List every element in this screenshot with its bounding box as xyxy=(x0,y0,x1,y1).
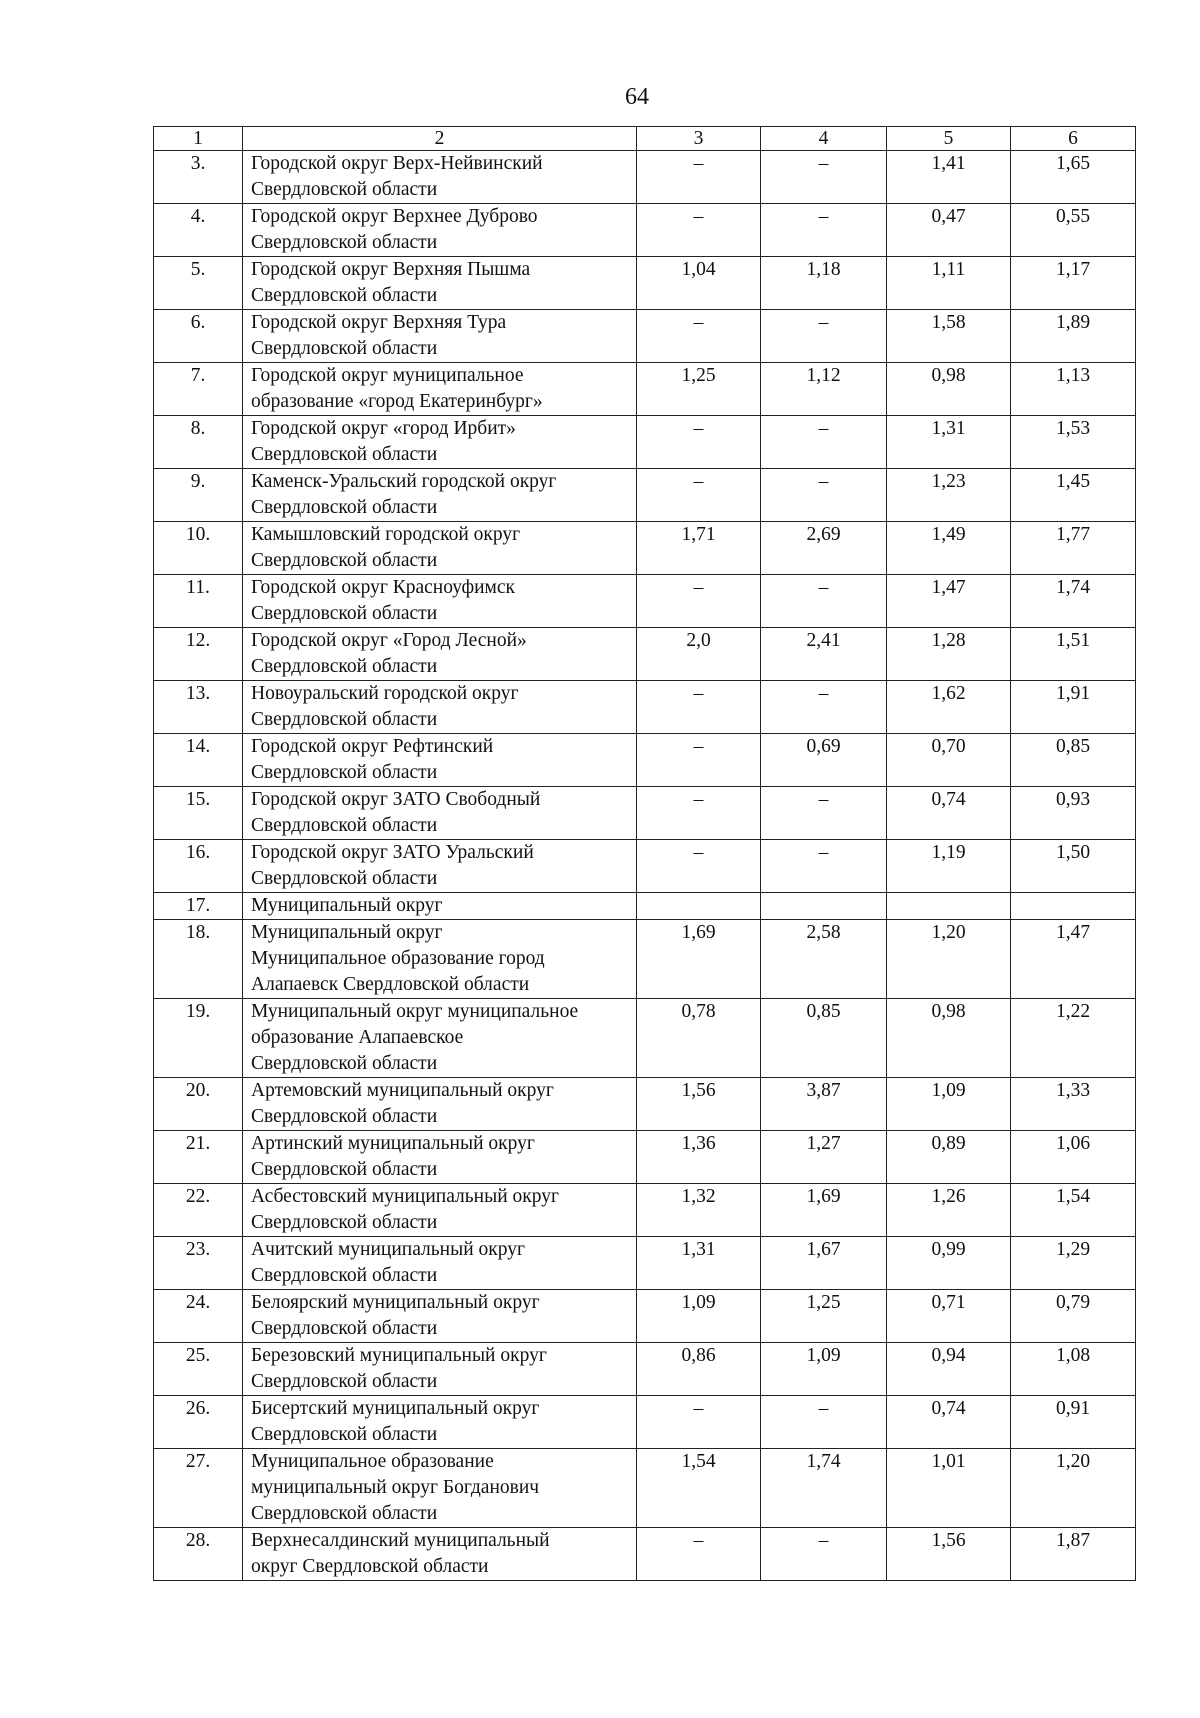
value-col-5: 1,09 xyxy=(887,1078,1011,1131)
value-col-3: 1,31 xyxy=(637,1237,761,1290)
value-col-3: – xyxy=(637,734,761,787)
value-col-6: 0,55 xyxy=(1011,204,1136,257)
row-number: 20. xyxy=(154,1078,243,1131)
value-col-5: 0,47 xyxy=(887,204,1011,257)
value-col-4: – xyxy=(761,575,887,628)
municipality-name: Муниципальный округ Муниципальное образование город Алапаевск Свердловской области xyxy=(243,920,637,999)
value-col-5: 0,70 xyxy=(887,734,1011,787)
municipality-name: Городской округ Красноуфимск Свердловской области xyxy=(243,575,637,628)
header-cell: 4 xyxy=(761,127,887,151)
municipality-name: Городской округ ЗАТО Уральский Свердловской области xyxy=(243,840,637,893)
value-col-6: 1,74 xyxy=(1011,575,1136,628)
value-col-6: 1,87 xyxy=(1011,1528,1136,1581)
value-col-6: 1,91 xyxy=(1011,681,1136,734)
row-number: 28. xyxy=(154,1528,243,1581)
table-row xyxy=(154,416,1136,469)
value-col-4: 0,85 xyxy=(761,999,887,1078)
municipality-name: Артемовский муниципальный округ Свердловской области xyxy=(243,1078,637,1131)
header-row xyxy=(154,127,1136,151)
value-col-5: 1,62 xyxy=(887,681,1011,734)
value-col-4: 1,74 xyxy=(761,1449,887,1528)
municipality-name: Муниципальный округ муниципальное образование Алапаевское Свердловской области xyxy=(243,999,637,1078)
value-col-6: 0,91 xyxy=(1011,1396,1136,1449)
table-row xyxy=(154,787,1136,840)
table-row xyxy=(154,1290,1136,1343)
table-row xyxy=(154,310,1136,363)
table-row xyxy=(154,999,1136,1078)
value-col-6: 1,33 xyxy=(1011,1078,1136,1131)
row-number: 21. xyxy=(154,1131,243,1184)
value-col-5: 1,58 xyxy=(887,310,1011,363)
value-col-6: 0,85 xyxy=(1011,734,1136,787)
value-col-4: – xyxy=(761,787,887,840)
value-col-4: 0,69 xyxy=(761,734,887,787)
value-col-6: 0,79 xyxy=(1011,1290,1136,1343)
header-cell: 1 xyxy=(154,127,243,151)
row-number: 5. xyxy=(154,257,243,310)
value-col-3: – xyxy=(637,416,761,469)
table-row xyxy=(154,1396,1136,1449)
page-number: 64 xyxy=(625,84,649,110)
municipality-name: Верхнесалдинский муниципальный округ Свердловской области xyxy=(243,1528,637,1581)
value-col-4: – xyxy=(761,151,887,204)
row-number: 7. xyxy=(154,363,243,416)
value-col-4: 1,25 xyxy=(761,1290,887,1343)
value-col-3: 1,54 xyxy=(637,1449,761,1528)
value-col-5 xyxy=(887,893,1011,920)
value-col-4: 1,12 xyxy=(761,363,887,416)
table-row xyxy=(154,522,1136,575)
row-number: 13. xyxy=(154,681,243,734)
row-number: 4. xyxy=(154,204,243,257)
value-col-5: 1,41 xyxy=(887,151,1011,204)
value-col-4: – xyxy=(761,840,887,893)
value-col-3: – xyxy=(637,840,761,893)
value-col-5: 1,01 xyxy=(887,1449,1011,1528)
value-col-3: 1,56 xyxy=(637,1078,761,1131)
row-number: 14. xyxy=(154,734,243,787)
value-col-6: 1,53 xyxy=(1011,416,1136,469)
value-col-4: – xyxy=(761,310,887,363)
table-row xyxy=(154,628,1136,681)
value-col-5: 0,74 xyxy=(887,787,1011,840)
value-col-5: 1,26 xyxy=(887,1184,1011,1237)
row-number: 27. xyxy=(154,1449,243,1528)
table-row xyxy=(154,469,1136,522)
header-cell: 2 xyxy=(243,127,637,151)
value-col-3: – xyxy=(637,469,761,522)
value-col-4: 2,69 xyxy=(761,522,887,575)
table-row xyxy=(154,363,1136,416)
table-row xyxy=(154,734,1136,787)
value-col-5: 0,94 xyxy=(887,1343,1011,1396)
value-col-3: – xyxy=(637,787,761,840)
value-col-3: – xyxy=(637,310,761,363)
value-col-5: 1,47 xyxy=(887,575,1011,628)
table-row xyxy=(154,893,1136,920)
table-row xyxy=(154,1184,1136,1237)
row-number: 12. xyxy=(154,628,243,681)
value-col-5: 0,89 xyxy=(887,1131,1011,1184)
municipality-name: Муниципальное образование муниципальный округ Богданович Свердловской области xyxy=(243,1449,637,1528)
value-col-5: 0,71 xyxy=(887,1290,1011,1343)
table-row xyxy=(154,920,1136,999)
value-col-5: 1,28 xyxy=(887,628,1011,681)
row-number: 8. xyxy=(154,416,243,469)
row-number: 19. xyxy=(154,999,243,1078)
value-col-3: 0,86 xyxy=(637,1343,761,1396)
municipality-name: Каменск-Уральский городской округ Свердловской области xyxy=(243,469,637,522)
municipality-name: Городской округ Верх-Нейвинский Свердловской области xyxy=(243,151,637,204)
value-col-5: 1,31 xyxy=(887,416,1011,469)
table-row xyxy=(154,575,1136,628)
municipality-name: Белоярский муниципальный округ Свердловской области xyxy=(243,1290,637,1343)
value-col-3: – xyxy=(637,1396,761,1449)
table-row xyxy=(154,1237,1136,1290)
value-col-6: 1,50 xyxy=(1011,840,1136,893)
value-col-6: 1,06 xyxy=(1011,1131,1136,1184)
table-row xyxy=(154,1131,1136,1184)
value-col-5: 0,98 xyxy=(887,999,1011,1078)
value-col-3: 0,78 xyxy=(637,999,761,1078)
row-number: 11. xyxy=(154,575,243,628)
table-row xyxy=(154,1343,1136,1396)
value-col-6 xyxy=(1011,893,1136,920)
value-col-5: 0,98 xyxy=(887,363,1011,416)
value-col-5: 0,99 xyxy=(887,1237,1011,1290)
municipality-name: Городской округ Верхняя Тура Свердловской области xyxy=(243,310,637,363)
value-col-5: 1,11 xyxy=(887,257,1011,310)
row-number: 18. xyxy=(154,920,243,999)
row-number: 3. xyxy=(154,151,243,204)
value-col-4: – xyxy=(761,204,887,257)
value-col-4: 1,67 xyxy=(761,1237,887,1290)
row-number: 15. xyxy=(154,787,243,840)
header-cell: 3 xyxy=(637,127,761,151)
municipality-name: Городской округ «Город Лесной» Свердловской области xyxy=(243,628,637,681)
row-number: 23. xyxy=(154,1237,243,1290)
value-col-6: 1,89 xyxy=(1011,310,1136,363)
municipality-name: Городской округ муниципальное образование «город Екатеринбург» xyxy=(243,363,637,416)
value-col-6: 1,29 xyxy=(1011,1237,1136,1290)
value-col-4: 2,41 xyxy=(761,628,887,681)
table-row xyxy=(154,840,1136,893)
value-col-4: – xyxy=(761,1396,887,1449)
row-number: 6. xyxy=(154,310,243,363)
municipality-name: Бисертский муниципальный округ Свердловской области xyxy=(243,1396,637,1449)
table-body xyxy=(154,151,1136,1581)
value-col-3: – xyxy=(637,681,761,734)
value-col-4: – xyxy=(761,1528,887,1581)
value-col-3 xyxy=(637,893,761,920)
row-number: 26. xyxy=(154,1396,243,1449)
header-cell: 5 xyxy=(887,127,1011,151)
municipality-name: Городской округ ЗАТО Свободный Свердловской области xyxy=(243,787,637,840)
value-col-6: 1,13 xyxy=(1011,363,1136,416)
value-col-3: 1,04 xyxy=(637,257,761,310)
value-col-3: 2,0 xyxy=(637,628,761,681)
value-col-6: 0,93 xyxy=(1011,787,1136,840)
value-col-3: 1,69 xyxy=(637,920,761,999)
row-number: 9. xyxy=(154,469,243,522)
row-number: 24. xyxy=(154,1290,243,1343)
value-col-6: 1,54 xyxy=(1011,1184,1136,1237)
value-col-4: 1,09 xyxy=(761,1343,887,1396)
value-col-4: 1,69 xyxy=(761,1184,887,1237)
value-col-6: 1,51 xyxy=(1011,628,1136,681)
value-col-4 xyxy=(761,893,887,920)
table-row xyxy=(154,1078,1136,1131)
value-col-3: 1,71 xyxy=(637,522,761,575)
row-number: 16. xyxy=(154,840,243,893)
municipality-name: Асбестовский муниципальный округ Свердловской области xyxy=(243,1184,637,1237)
table-row xyxy=(154,1449,1136,1528)
value-col-6: 1,65 xyxy=(1011,151,1136,204)
value-col-6: 1,47 xyxy=(1011,920,1136,999)
value-col-3: – xyxy=(637,575,761,628)
row-number: 25. xyxy=(154,1343,243,1396)
value-col-3: – xyxy=(637,151,761,204)
municipality-name: Камышловский городской округ Свердловской области xyxy=(243,522,637,575)
value-col-4: 1,18 xyxy=(761,257,887,310)
value-col-4: – xyxy=(761,469,887,522)
table-row xyxy=(154,1528,1136,1581)
value-col-3: 1,32 xyxy=(637,1184,761,1237)
municipality-name: Артинский муниципальный округ Свердловской области xyxy=(243,1131,637,1184)
value-col-6: 1,17 xyxy=(1011,257,1136,310)
municipality-name: Городской округ Верхнее Дуброво Свердловской области xyxy=(243,204,637,257)
table-row xyxy=(154,257,1136,310)
value-col-5: 1,56 xyxy=(887,1528,1011,1581)
municipality-name: Новоуральский городской округ Свердловской области xyxy=(243,681,637,734)
value-col-5: 1,19 xyxy=(887,840,1011,893)
value-col-4: 2,58 xyxy=(761,920,887,999)
municipality-name: Городской округ Верхняя Пышма Свердловской области xyxy=(243,257,637,310)
value-col-6: 1,77 xyxy=(1011,522,1136,575)
value-col-3: – xyxy=(637,1528,761,1581)
municipality-name: Городской округ Рефтинский Свердловской области xyxy=(243,734,637,787)
table-row xyxy=(154,204,1136,257)
value-col-3: – xyxy=(637,204,761,257)
municipality-name: Березовский муниципальный округ Свердловской области xyxy=(243,1343,637,1396)
value-col-3: 1,25 xyxy=(637,363,761,416)
value-col-3: 1,09 xyxy=(637,1290,761,1343)
value-col-5: 1,20 xyxy=(887,920,1011,999)
value-col-6: 1,22 xyxy=(1011,999,1136,1078)
value-col-4: 1,27 xyxy=(761,1131,887,1184)
value-col-6: 1,20 xyxy=(1011,1449,1136,1528)
value-col-3: 1,36 xyxy=(637,1131,761,1184)
row-number: 17. xyxy=(154,893,243,920)
table-row xyxy=(154,681,1136,734)
value-col-4: – xyxy=(761,681,887,734)
row-number: 10. xyxy=(154,522,243,575)
value-col-4: – xyxy=(761,416,887,469)
municipality-name: Ачитский муниципальный округ Свердловской области xyxy=(243,1237,637,1290)
header-cell: 6 xyxy=(1011,127,1136,151)
table-row xyxy=(154,151,1136,204)
municipality-name: Муниципальный округ xyxy=(243,893,637,920)
value-col-6: 1,08 xyxy=(1011,1343,1136,1396)
row-number: 22. xyxy=(154,1184,243,1237)
data-table xyxy=(153,126,1136,1581)
municipality-name: Городской округ «город Ирбит» Свердловской области xyxy=(243,416,637,469)
value-col-6: 1,45 xyxy=(1011,469,1136,522)
value-col-5: 1,49 xyxy=(887,522,1011,575)
value-col-4: 3,87 xyxy=(761,1078,887,1131)
value-col-5: 1,23 xyxy=(887,469,1011,522)
value-col-5: 0,74 xyxy=(887,1396,1011,1449)
